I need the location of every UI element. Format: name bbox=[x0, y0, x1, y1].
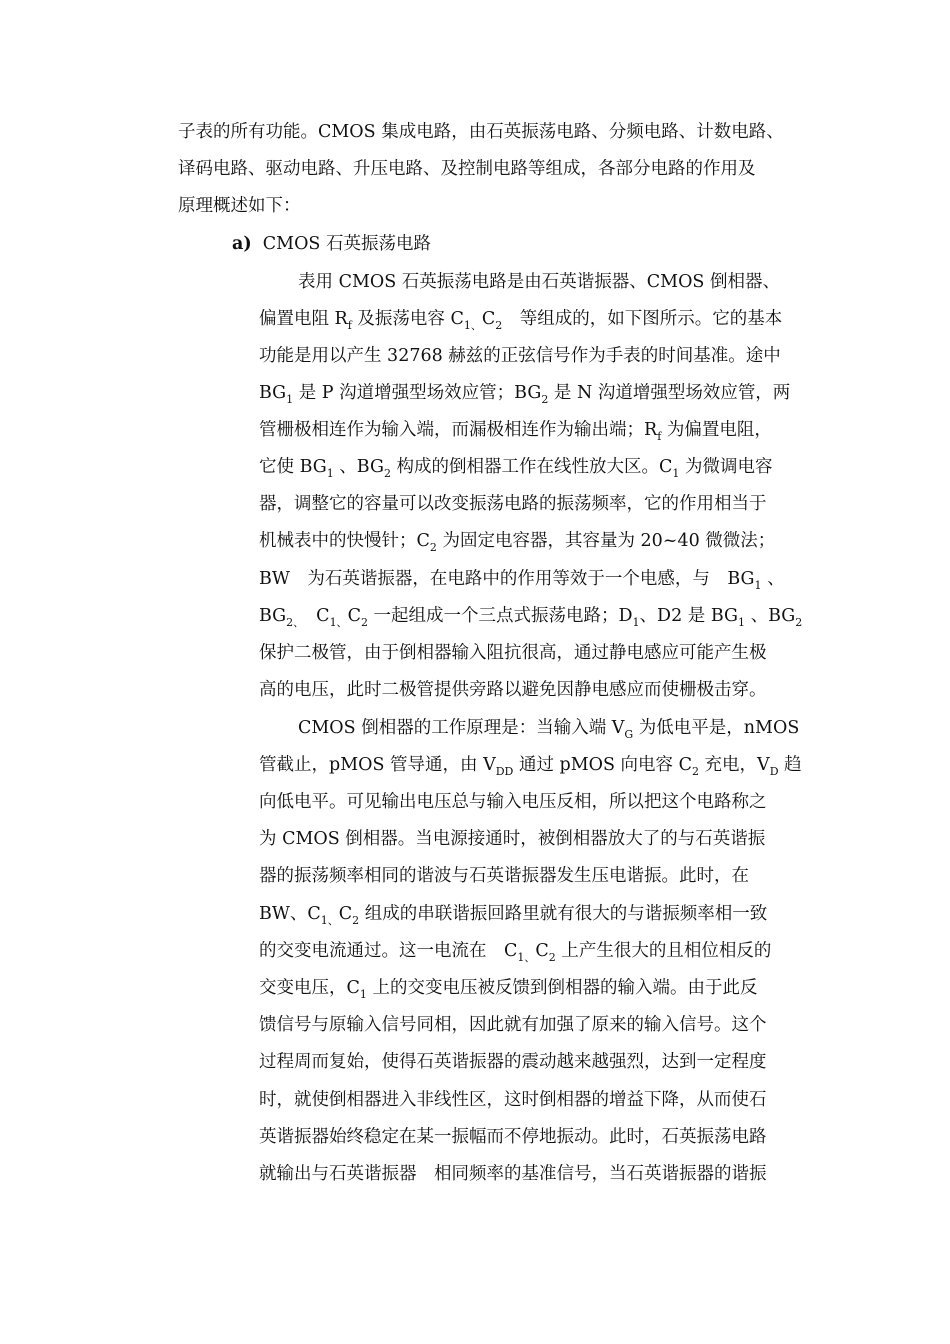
para2-line-4: 为 CMOS 倒相器。当电源接通时，被倒相器放大了的与石英谐振 bbox=[259, 829, 766, 849]
para2-line-9: 馈信号与原输入信号同相，因此就有加强了原来的输入信号。这个 bbox=[259, 1015, 767, 1035]
para1-line-12: 高的电压，此时二极管提供旁路以避免因静电感应而使栅极击穿。 bbox=[259, 680, 767, 700]
para1-line-8: 机械表中的快慢针；$C_2$ 为固定电容器，其容量为 20~40 微微法； bbox=[259, 531, 776, 554]
section-a-heading bbox=[232, 232, 431, 256]
section-a-label: a) bbox=[232, 234, 252, 254]
para2-line-7: 的交变电流通过。这一电流在 $C_{1、}C_2$ 上产生很大的且相位相反的 bbox=[259, 941, 772, 964]
para1-line-2: 偏置电阻 $R_f$ 及振荡电容 $C_{1、}C_2$ 等组成的，如下图所示。它的基本 bbox=[259, 309, 783, 332]
para2-line-3: 向低电平。可见输出电压总与输入电压反相，所以把这个电路称之 bbox=[259, 792, 767, 812]
para1-line-4: $BG_1$ 是 P 沟道增强型场效应管；$BG_2$ 是 N 沟道增强型场效应管，两 bbox=[259, 383, 791, 406]
para1-line-9: BW 为石英谐振器，在电路中的作用等效于一个电感，与 $BG_1$ 、 bbox=[259, 569, 785, 592]
para2-line-5: 器的振荡频率相同的谐波与石英谐振器发生压电谐振。此时，在 bbox=[259, 866, 749, 886]
para1-line-6: 它使 $BG_1$ 、$BG_2$ 构成的倒相器工作在线性放大区。$C_1$ 为微调电容 bbox=[259, 457, 773, 480]
intro-line-3: 原理概述如下： bbox=[178, 196, 301, 216]
intro-line-1: 子表的所有功能。CMOS 集成电路，由石英振荡电路、分频电路、计数电路、 bbox=[178, 122, 784, 142]
para1-line-11: 保护二极管，由于倒相器输入阻抗很高，通过静电感应可能产生极 bbox=[259, 643, 767, 663]
para2-line-12: 英谐振器始终稳定在某一振幅而不停地振动。此时，石英振荡电路 bbox=[259, 1127, 767, 1147]
para1-line-5: 管栅极相连作为输入端，而漏极相连作为输出端；$R_f$ 为偏置电阻， bbox=[259, 420, 772, 443]
para1-line-10: $BG_{2、}$ $C_{1、}C_2$ 一起组成一个三点式振荡电路；$D_1$、D2 是 $BG_1$ 、$BG_2$ bbox=[259, 606, 803, 629]
para2-line-1: CMOS 倒相器的工作原理是：当输入端 $V_G$ 为低电平是，nMOS bbox=[298, 718, 800, 741]
para1-line-3: 功能是用以产生 32768 赫兹的正弦信号作为手表的时间基准。途中 bbox=[259, 346, 781, 366]
para2-line-8: 交变电压，$C_1$ 上的交变电压被反馈到倒相器的输入端。由于此反 bbox=[259, 978, 758, 1001]
para2-line-10: 过程周而复始，使得石英谐振器的震动越来越强烈，达到一定程度 bbox=[259, 1052, 767, 1072]
para2-line-6: BW、$C_{1、}C_2$ 组成的串联谐振回路里就有很大的与谐振频率相一致 bbox=[259, 904, 768, 927]
para2-line-11: 时，就使倒相器进入非线性区，这时倒相器的增益下降，从而使石 bbox=[259, 1090, 767, 1110]
para1-line-7: 器，调整它的容量可以改变振荡电路的振荡频率，它的作用相当于 bbox=[259, 494, 767, 514]
section-a-title: CMOS 石英振荡电路 bbox=[262, 234, 431, 254]
para2-line-2: 管截止，pMOS 管导通，由 $V_{DD}$ 通过 pMOS 向电容 $C_2$ 充电，$V_D$ 趋 bbox=[259, 755, 802, 778]
intro-line-2: 译码电路、驱动电路、升压电路、及控制电路等组成，各部分电路的作用及 bbox=[178, 159, 756, 179]
para1-line-1: 表用 CMOS 石英振荡电路是由石英谐振器、CMOS 倒相器、 bbox=[298, 272, 780, 292]
para2-line-13: 就输出与石英谐振器 相同频率的基准信号，当石英谐振器的谐振 bbox=[259, 1164, 767, 1184]
